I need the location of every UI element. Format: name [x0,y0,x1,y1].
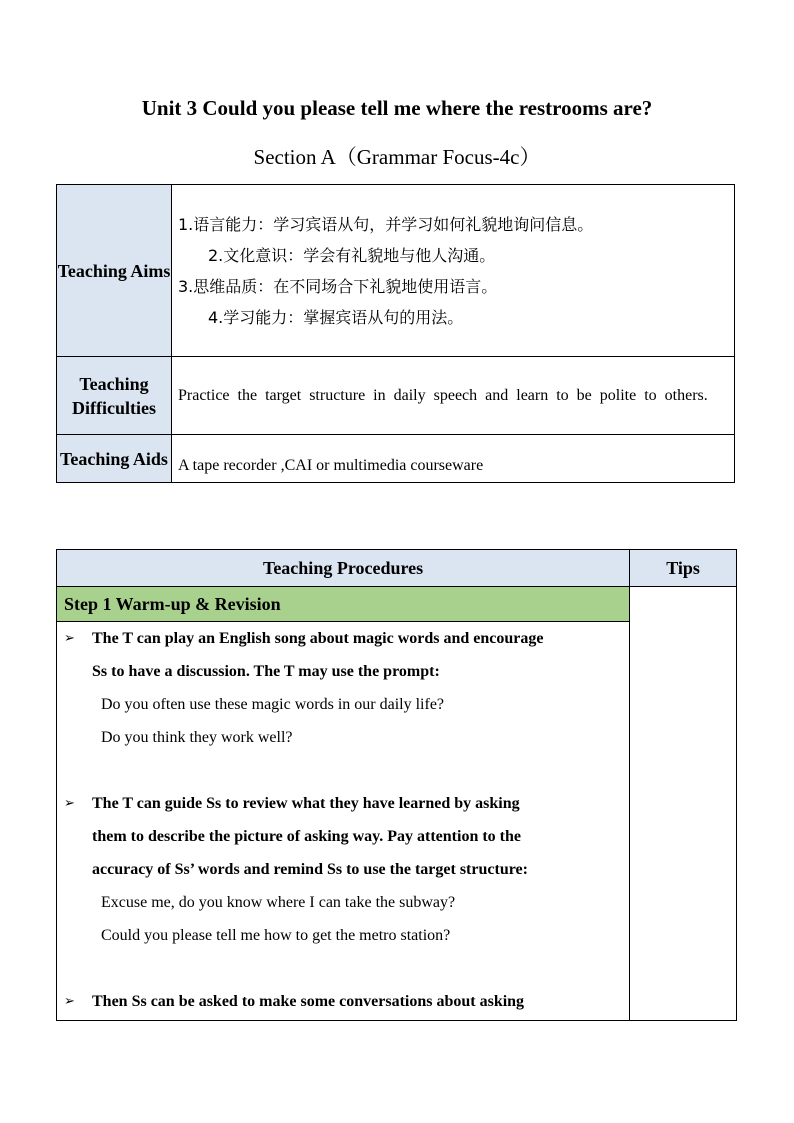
page-subtitle: Section A（Grammar Focus-4c） [253,145,541,169]
bullet-arrow-icon: ➢ [64,994,75,1009]
step1-content [57,622,630,1021]
bullet-arrow-icon: ➢ [64,631,75,646]
aim-item: 2.文化意识：学会有礼貌地与他人沟通。 [208,245,496,265]
aids-row [57,435,735,483]
procedures-header: Teaching Procedures [57,550,630,587]
bullet-line: The T can play an English song about magic words and encourage [92,630,544,647]
spacer [57,952,629,985]
bullet-line: Then Ss can be asked to make some conversations about asking [92,993,525,1010]
difficulties-label: Teaching Difficulties [57,357,172,435]
procedures-header-row [57,550,737,587]
example-sentence: Could you please tell me how to get the metro station? [101,927,451,944]
bullet-item [57,787,629,886]
aims-label: Teaching Aims [57,185,172,357]
procedures-table [56,549,737,1021]
aids-label: Teaching Aids [57,435,172,483]
bullet-line: The T can guide Ss to review what they have learned by asking [92,795,520,812]
bullet-item [57,985,629,1018]
bullet-line: accuracy of Ss’ words and remind Ss to use the target structure: [92,861,528,878]
aids-text: A tape recorder ,CAI or multimedia courseware [172,435,735,483]
tips-header: Tips [630,550,737,587]
aims-row [57,185,735,357]
aim-item: 4.学习能力：掌握宾语从句的用法。 [208,307,464,327]
overview-table [56,184,735,483]
bullet-line: them to describe the picture of asking way. Pay attention to the [92,828,521,845]
aim-item: 3.思维品质：在不同场合下礼貌地使用语言。 [178,276,498,296]
aims-cell [172,185,735,357]
aim-item: 1.语言能力：学习宾语从句，并学习如何礼貌地询问信息。 [178,214,594,234]
example-sentence: Do you think they work well? [101,729,293,746]
page-title: Unit 3 Could you please tell me where the restrooms are? [141,96,653,120]
spacer [57,754,629,787]
step1-row [57,587,737,622]
step1-title: Step 1 Warm-up & Revision [57,587,630,622]
difficulties-text: Practice the target structure in daily speech and learn to be polite to others. [172,357,735,435]
bullet-item [57,622,629,688]
bullet-arrow-icon: ➢ [64,796,75,811]
tips-cell [630,587,737,1021]
example-sentence: Do you often use these magic words in our daily life? [101,696,445,713]
example-sentence: Excuse me, do you know where I can take the subway? [101,894,456,911]
bullet-line: Ss to have a discussion. The T may use the prompt: [92,663,440,680]
difficulties-row [57,357,735,435]
